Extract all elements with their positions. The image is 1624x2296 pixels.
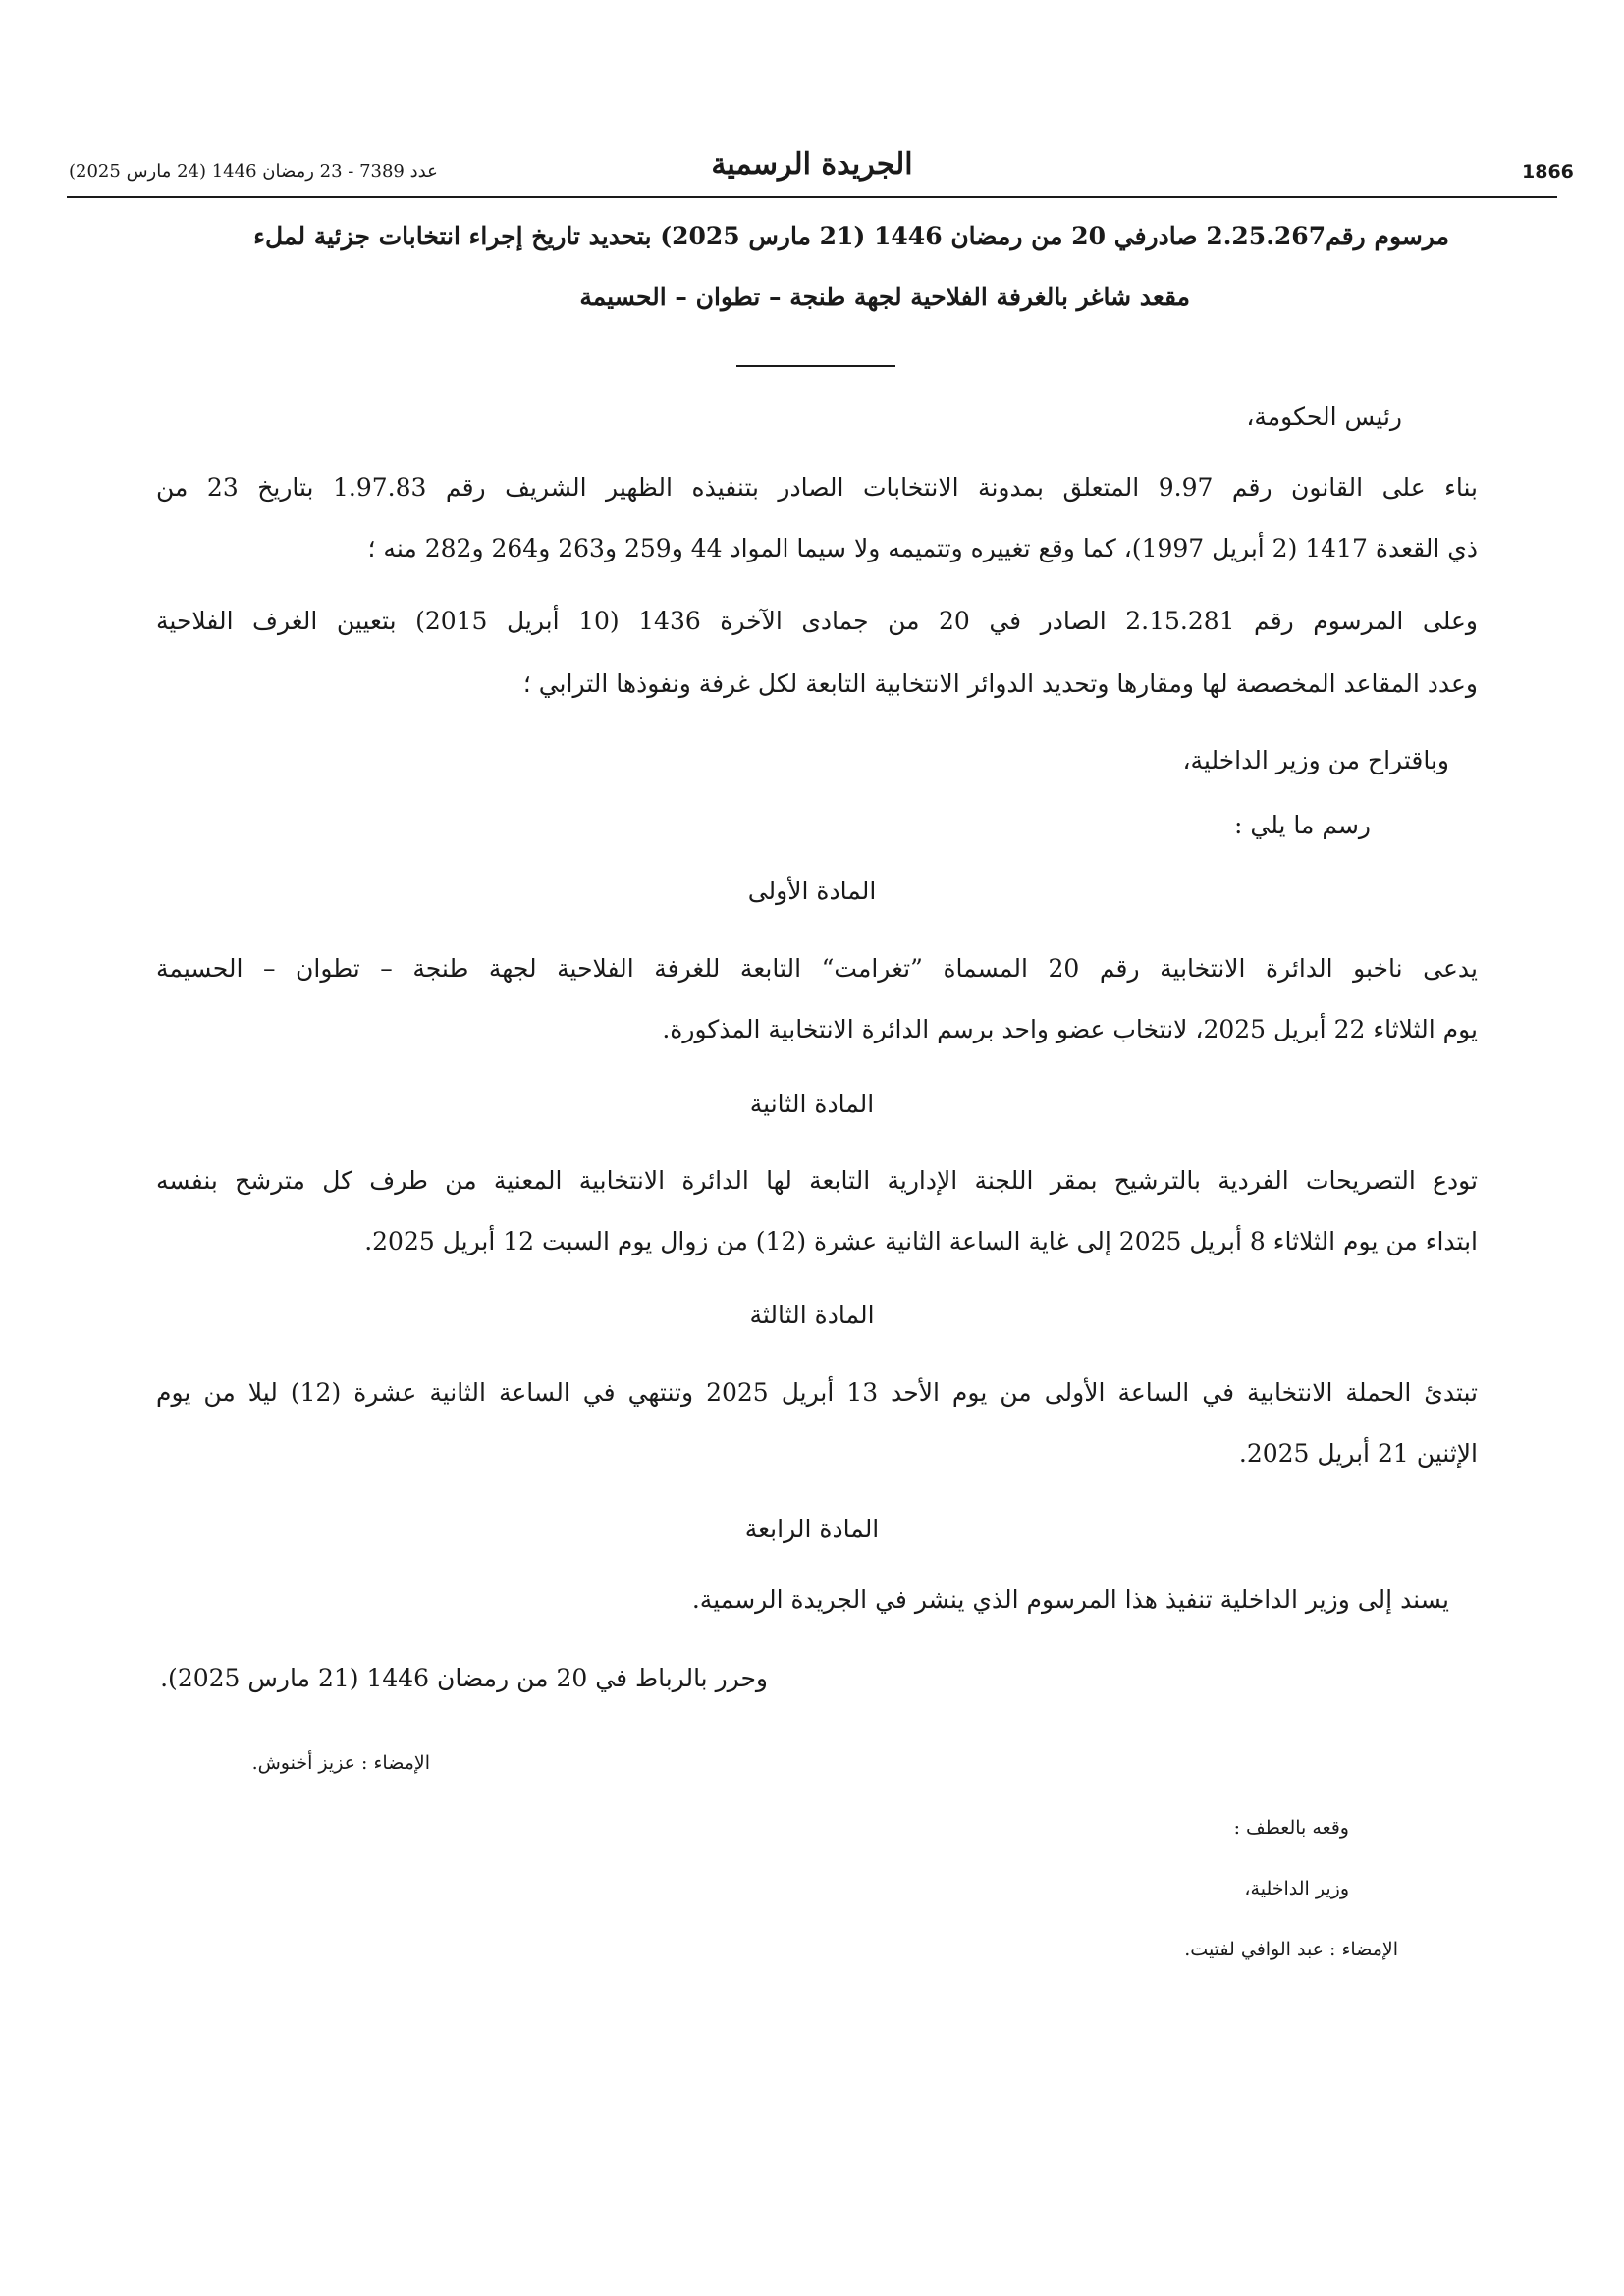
addressee: رئيس الحكومة، [1246, 402, 1402, 431]
para2-line-2: وعدد المقاعد المخصصة لها ومقارها وتحديد الدوائر الانتخابية التابعة لكل غرفة ونفوذها الترابي ؛ [522, 669, 1478, 698]
title-separator [736, 365, 895, 367]
article4-heading: المادة الرابعة [744, 1515, 880, 1543]
article2-heading: المادة الثانية [749, 1090, 875, 1118]
decrees-intro: رسم ما يلي : [1233, 811, 1371, 839]
countersign-title: وزير الداخلية، [1244, 1878, 1349, 1899]
article1-line-1: يدعى ناخبو الدائرة الانتخابية رقم 20 المسماة ”تغرامت“ التابعة للغرفة الفلاحية لجهة طنجة – تطوان – الحسيمة [156, 954, 1478, 983]
header-rule [67, 196, 1557, 198]
decree-title-line-2: مقعد شاغر بالغرفة الفلاحية لجهة طنجة – تطوان – الحسيمة [579, 283, 1190, 311]
article4-text: يسند إلى وزير الداخلية تنفيذ هذا المرسوم الذي ينشر في الجريدة الرسمية. [691, 1585, 1449, 1614]
article2-line-2: ابتداء من يوم الثلاثاء 8 أبريل 2025 إلى غاية الساعة الثانية عشرة (12) من زوال يوم السبت 12 أبريل 2025. [364, 1227, 1478, 1255]
article2-line-1: تودع التصريحات الفردية بالترشيح بمقر اللجنة الإدارية التابعة لها الدائرة الانتخابية المعنية من طرف كل مترشح بنفسه [156, 1166, 1478, 1195]
para1-line-1: بناء على القانون رقم 9.97 المتعلق بمدونة الانتخابات الصادر بتنفيذه الظهير الشريف رقم 1.97.83 بتاريخ 23 من [156, 473, 1478, 502]
decree-title-line-1: مرسوم رقم2.25.267 صادرفي 20 من رمضان 1446 (21 مارس 2025) بتحديد تاريخ إجراء انتخابات جزئية لملء [253, 222, 1449, 250]
article3-line-1: تبتدئ الحملة الانتخابية في الساعة الأولى من يوم الأحد 13 أبريل 2025 وتنتهي في الساعة الثانية عشرة (12) ليلا من يوم [156, 1378, 1479, 1407]
article3-heading: المادة الثالثة [749, 1301, 875, 1329]
article3-line-2: الإثنين 21 أبريل 2025. [1238, 1439, 1478, 1468]
closing-line: وحرر بالرباط في 20 من رمضان 1446 (21 مارس 2025). [160, 1664, 768, 1692]
article1-heading: المادة الأولى [747, 877, 877, 905]
article1-line-2: يوم الثلاثاء 22 أبريل 2025، لانتخاب عضو واحد برسم الدائرة الانتخابية المذكورة. [662, 1015, 1478, 1043]
para3: وباقتراح من وزير الداخلية، [1182, 746, 1449, 774]
countersign-signature: الإمضاء : عبد الوافي لفتيت. [1184, 1939, 1398, 1960]
para2-line-1: وعلى المرسوم رقم 2.15.281 الصادر في 20 من جمادى الآخرة 1436 (10 أبريل 2015) بتعيين الغرف الفلاحية [156, 607, 1478, 635]
countersign-intro: وقعه بالعطف : [1233, 1817, 1349, 1839]
page-number: 1866 [1522, 161, 1574, 183]
publication-title: الجريدة الرسمية [711, 147, 913, 182]
para1-line-2: ذي القعدة 1417 (2 أبريل 1997)، كما وقع تغييره وتتميمه ولا سيما المواد 44 و259 و263 و264 و282 منه ؛ [367, 534, 1478, 562]
signature: الإمضاء : عزيز أخنوش. [251, 1752, 430, 1774]
issue-info: عدد 7389 - 23 رمضان 1446 (24 مارس 2025) [69, 161, 438, 182]
